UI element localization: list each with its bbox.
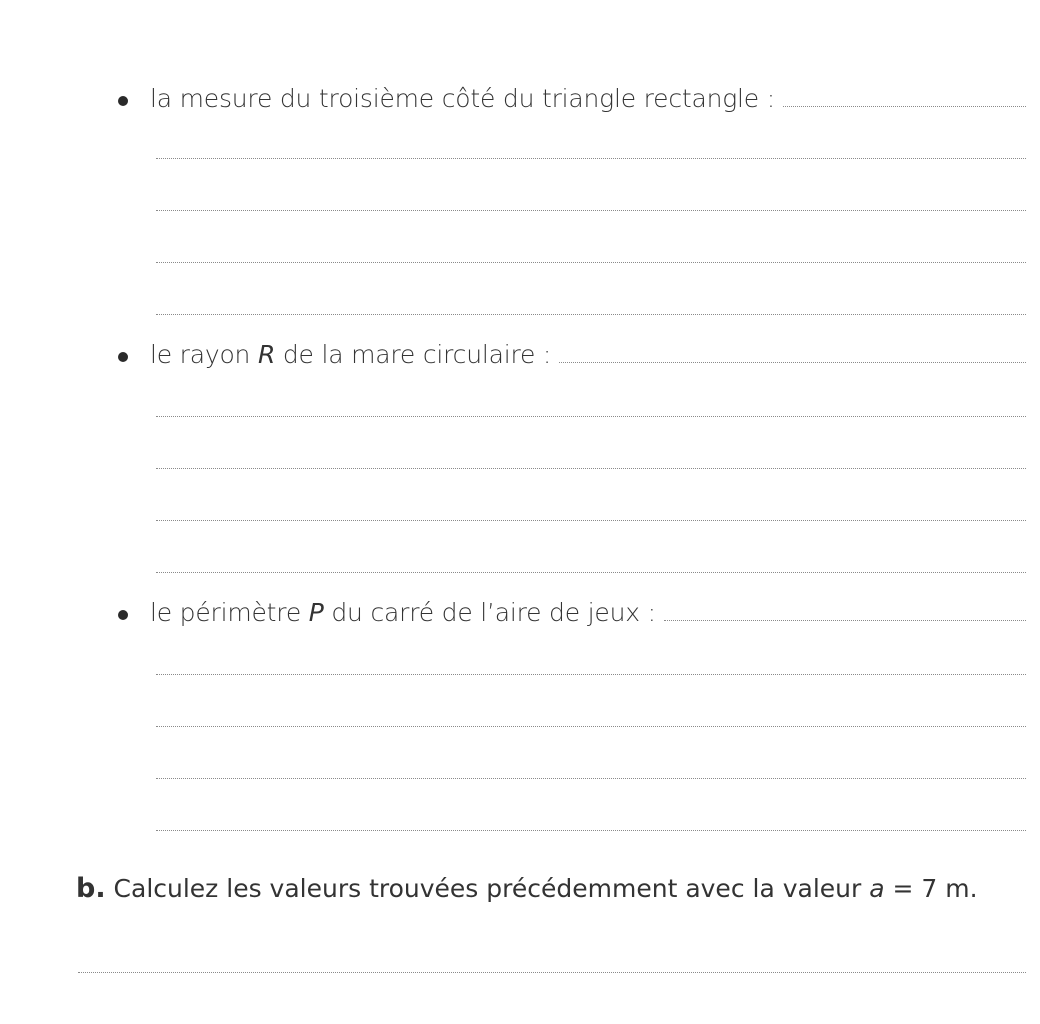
question-text: = 7 m. <box>884 874 978 903</box>
prompt-label <box>150 598 656 628</box>
variable-R: R <box>257 340 276 369</box>
prompt-label: la mesure du troisième côté du triangle rectangle : <box>150 84 775 113</box>
prompt-text: le périmètre <box>150 598 309 627</box>
question-b-text <box>76 874 978 904</box>
answer-line[interactable] <box>156 778 1026 779</box>
answer-prompt-perimeter <box>150 598 1026 628</box>
bullet-icon <box>118 352 128 362</box>
answer-line[interactable] <box>664 620 1026 621</box>
answer-line[interactable] <box>156 520 1026 521</box>
question-text: Calculez les valeurs trouvées précédemment avec la valeur <box>105 874 870 903</box>
prompt-text: de la mare circulaire : <box>275 340 552 369</box>
answer-line[interactable] <box>156 314 1026 315</box>
prompt-label <box>150 340 551 370</box>
answer-line[interactable] <box>156 468 1026 469</box>
bullet-icon <box>118 610 128 620</box>
answer-line[interactable] <box>783 106 1026 107</box>
answer-line[interactable] <box>559 362 1026 363</box>
answer-line[interactable] <box>156 158 1026 159</box>
answer-prompt-radius <box>150 340 1026 370</box>
answer-line[interactable] <box>156 416 1026 417</box>
variable-a: a <box>869 874 885 903</box>
answer-line[interactable] <box>156 830 1026 831</box>
bullet-icon <box>118 96 128 106</box>
answer-prompt-third-side <box>150 84 1026 114</box>
answer-line[interactable] <box>156 210 1026 211</box>
prompt-text: le rayon <box>150 340 258 369</box>
answer-line[interactable] <box>156 572 1026 573</box>
variable-P: P <box>308 598 324 627</box>
question-letter: b. <box>76 873 106 904</box>
answer-line[interactable] <box>156 726 1026 727</box>
answer-line[interactable] <box>156 262 1026 263</box>
answer-line[interactable] <box>78 972 1026 973</box>
prompt-text: du carré de l’aire de jeux : <box>323 598 656 627</box>
question-b <box>76 874 978 904</box>
answer-line[interactable] <box>156 674 1026 675</box>
